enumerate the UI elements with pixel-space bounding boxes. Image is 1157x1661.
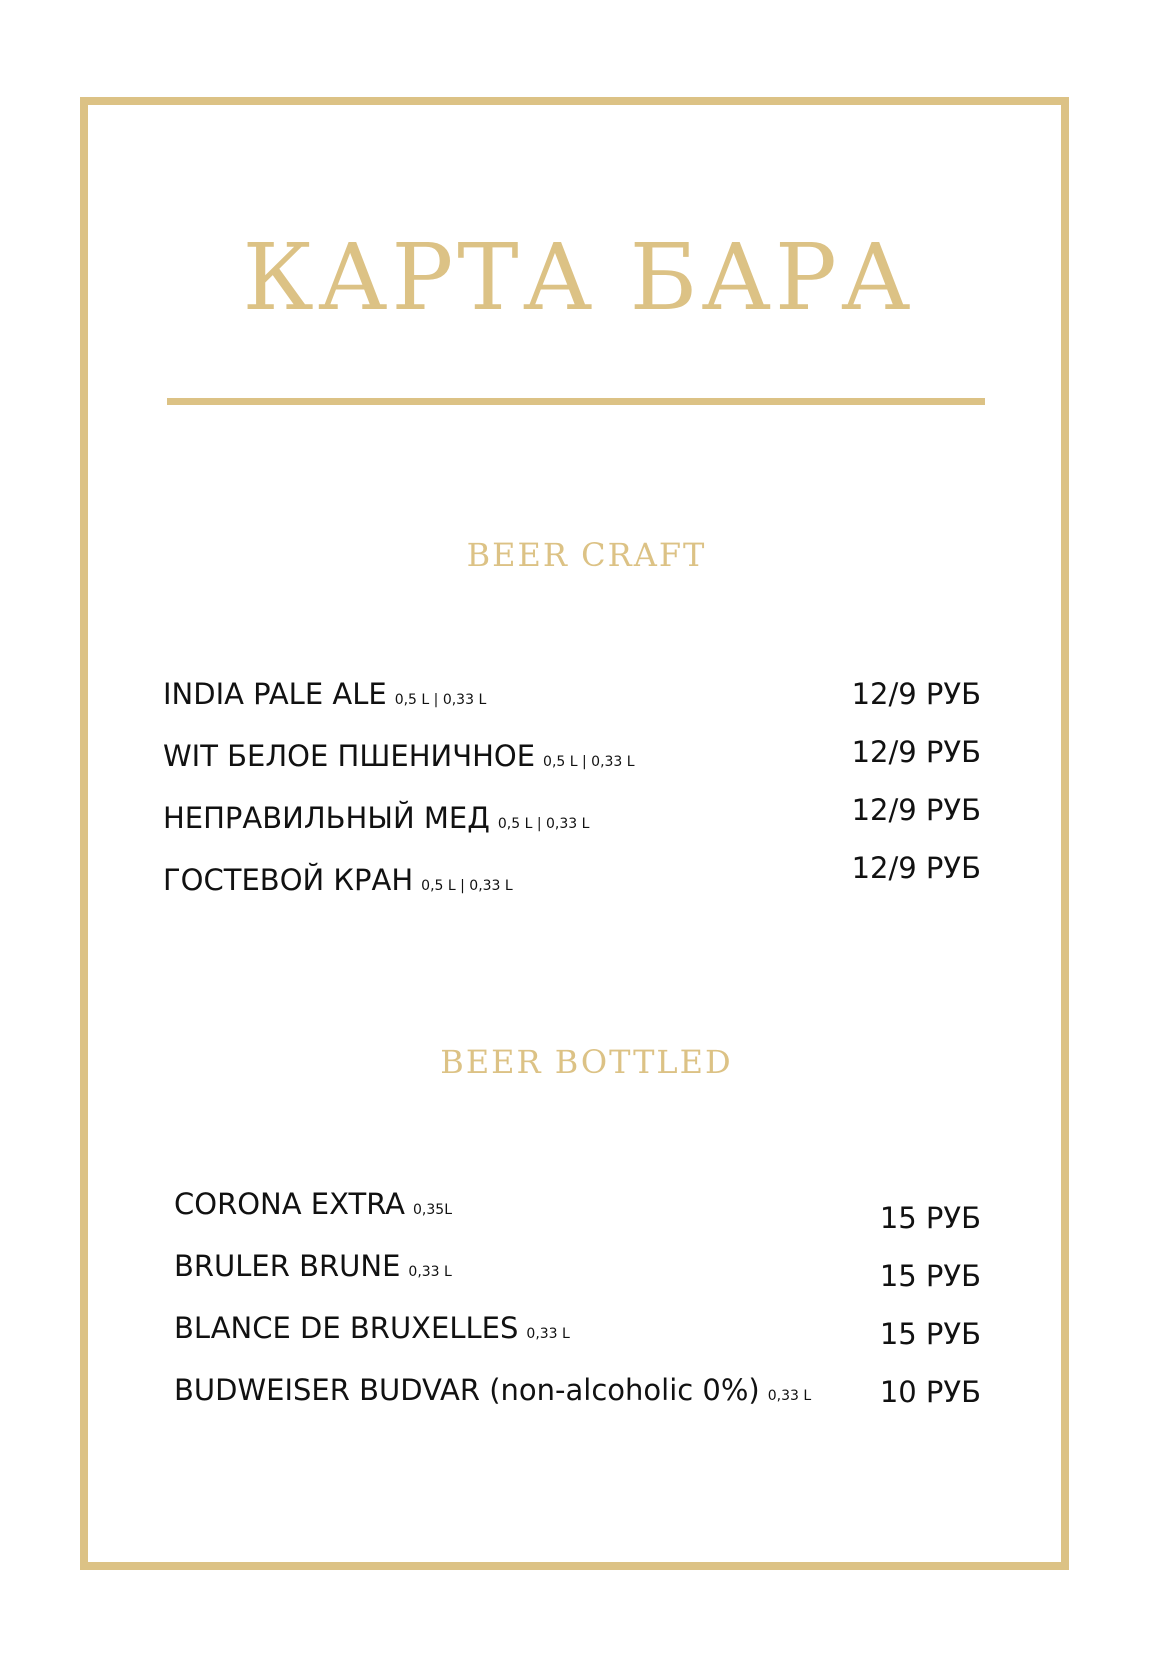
item-price: 12/9 РУБ [851,851,981,885]
item-price: 10 РУБ [879,1375,981,1409]
menu-item-wit [163,739,635,773]
item-price: 12/9 РУБ [851,677,981,711]
section-heading-beer-craft: BEER CRAFT [466,536,707,574]
item-price: 15 РУБ [879,1317,981,1351]
item-name: BRULER BRUNE [174,1249,401,1283]
menu-item-gostevoy-kran [163,863,513,897]
item-price: 12/9 РУБ [851,735,981,769]
item-volume: 0,5 L | 0,33 L [394,692,487,708]
item-price: 12/9 РУБ [851,793,981,827]
item-price: 15 РУБ [879,1201,981,1235]
item-volume: 0,33 L [408,1264,452,1280]
item-volume: 0,5 L | 0,33 L [497,816,590,832]
menu-item-nepravilny-med [163,801,590,835]
item-price: 15 РУБ [879,1259,981,1293]
menu-item-corona-extra [174,1187,452,1221]
item-name: ГОСТЕВОЙ КРАН [163,863,414,897]
item-volume: 0,33 L [526,1326,570,1342]
title-divider [167,398,985,405]
item-volume: 0,5 L | 0,33 L [543,754,635,770]
menu-title: КАРТА БАРА [242,224,915,331]
item-name: CORONA EXTRA [174,1187,406,1221]
item-name: INDIA PALE ALE [163,677,387,711]
item-volume: 0,5 L | 0,33 L [421,878,513,894]
item-volume: 0,33 L [767,1388,812,1404]
menu-item-budweiser-budvar [174,1373,812,1407]
menu-item-bruler-brune [174,1249,452,1283]
menu-item-blance-de-bruxelles [174,1311,570,1345]
item-name: НЕПРАВИЛЬНЫЙ МЕД [163,801,490,835]
menu-item-india-pale-ale [163,677,487,711]
item-volume: 0,35L [413,1202,452,1218]
item-name: BUDWEISER BUDVAR (non-alcoholic 0%) [174,1373,760,1407]
item-name: WIT БЕЛОЕ ПШЕНИЧНОЕ [163,739,536,773]
section-heading-beer-bottled: BEER BOTTLED [440,1043,733,1081]
item-name: BLANCE DE BRUXELLES [174,1311,519,1345]
